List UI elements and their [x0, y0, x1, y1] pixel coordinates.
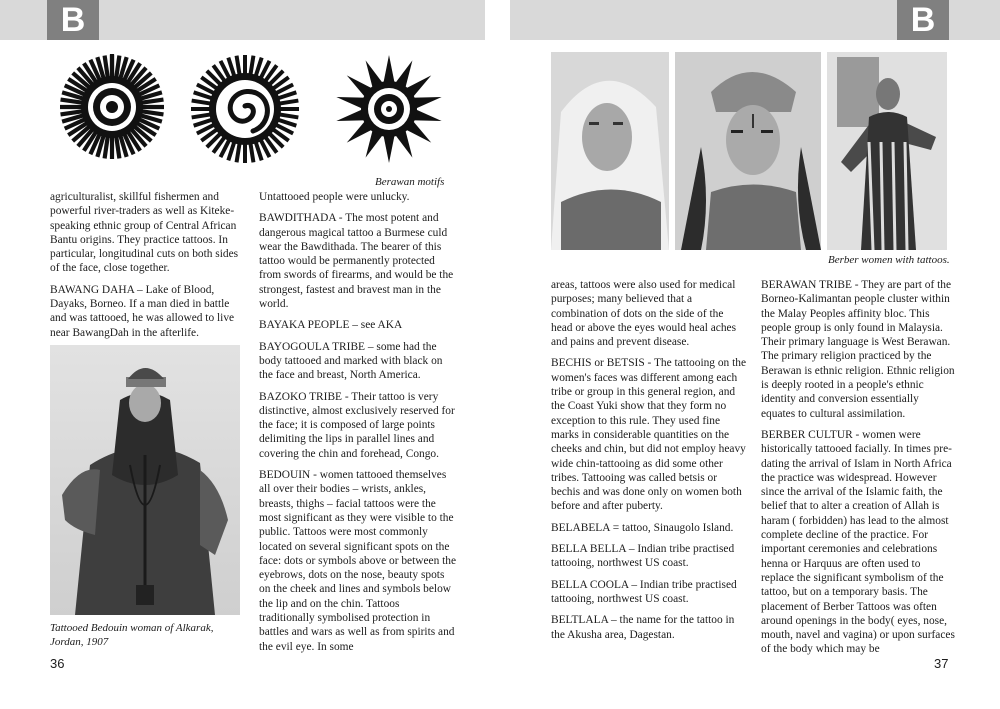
left-page-column-1	[50, 190, 240, 347]
berber-woman-photo-3	[827, 52, 947, 250]
left-page-column-2	[259, 190, 457, 661]
paragraph: BERAWAN TRIBE - They are part of the Borneo-Kalimantan people cluster within the Malay Peoples affinity bloc. This people group is only found in Malaysia. Their primary language is West Berawan. The primary religion practiced by the Berawan is ethnic religion. Ethnic religion is deeply rooted in a people's ethnic identity and conversion essentially equates to cultural assimilation.	[761, 279, 955, 420]
motif-sunburst-icon	[58, 53, 166, 161]
paragraph: BAYAKA PEOPLE – see AKA	[259, 319, 403, 332]
paragraph: BELLA BELLA – Indian tribe practised tattooing, northwest US coast.	[551, 543, 735, 570]
berber-women-photos	[551, 52, 947, 250]
motif-flower-sun-icon	[333, 53, 445, 165]
caption-line: Jordan, 1907	[50, 636, 109, 648]
paragraph: agriculturalist, skillful fishermen and powerful river-traders as well as Kiteke-speaking ethnic group of Central African Bantu origins. They practice tattoos. In particular, longitudinal cuts on both sides of the face, close together.	[50, 191, 239, 275]
berber-photos-caption: Berber women with tattoos.	[828, 254, 950, 266]
paragraph: BAWANG DAHA – Lake of Blood, Dayaks, Borneo. If a man died in battle and was tattooed, he was allowed to live near BawangDah in the afterlife.	[50, 283, 235, 339]
caption-line: Tattooed Bedouin woman of Alkarak,	[50, 622, 214, 634]
paragraph: Untattooed people were unlucky.	[259, 191, 410, 203]
paragraph: BELABELA = tattoo, Sinaugolo Island.	[551, 521, 734, 534]
motif-spiral-sun-icon	[189, 53, 301, 165]
right-page-column-2	[761, 278, 955, 664]
page-number-left: 36	[50, 656, 65, 671]
motifs-caption: Berawan motifs	[375, 176, 445, 188]
paragraph: BELTLALA – the name for the tattoo in the Akusha area, Dagestan.	[551, 614, 735, 641]
paragraph: BAYOGOULA TRIBE – some had the body tattooed and marked with black on the face and breast, North America.	[259, 340, 443, 382]
bedouin-photo-caption	[50, 621, 213, 649]
bedouin-woman-photo	[50, 345, 240, 615]
berber-woman-photo-1	[551, 52, 669, 250]
paragraph: BAZOKO TRIBE - Their tattoo is very distinctive, almost exclusively reserved for the face; it is composed of large points delimiting the lips in parallel lines and covering the chin and forehead, Congo.	[259, 390, 455, 460]
section-letter-right: B	[897, 0, 949, 40]
paragraph: BECHIS or BETSIS - The tattooing on the women's faces was different among each tribe or group in this general region, and the Coast Yuki show that they form no exception to this rule. They used fine marks in considerable quantities on the cheeks and chin, but did not employ heavy wide chin-tattooing as did some other tribes. Tattooing was called betsis or bechis and was done only on women both before and after puberty.	[551, 357, 747, 513]
paragraph: BAWDITHADA - The most potent and dangerous magical tattoo a Burmese culd wear the Bawdithada. The bearer of this tattoo would be permanently protected from swords of firearms, and would be the strongest, fastest and bravest man in the world.	[259, 212, 454, 311]
paragraph: areas, tattoos were also used for medical purposes; many believed that a combination of dots on the side of the head or above the eyes would heal aches and pains and prevent disease.	[551, 279, 737, 349]
paragraph: BERBER CULTUR - women were historically tattooed facially. In times pre-dating the arrival of Islam in North Africa the practice was widespread. However since the arrival of the Islamic faith, the belief that to alter a creation of Allah is haram ( forbidden) has lead to the almost complete decline of the practice. For important ceremonies and celebrations henna or Harquus are often used to replace the significant symbolism of the tattoo, but on a temporary basis. The placement of Berber Tattoos was often around openings in the body( eyes, nose, mouth, navel and vagina) or upon surfaces of the body which may be	[761, 428, 955, 656]
page-number-right: 37	[934, 656, 949, 671]
paragraph: BEDOUIN - women tattooed themselves all over their bodies – wrists, ankles, breasts, thighs – facial tattoos were the most significant as they were visible to the public. Tattoos were most commonly located on several significant spots on the face: dots or symbols above or between the eyebrows, dots on the nose, beauty spots on the cheek and lines and symbols below the lip and on the chin. Tattoos traditionally symbolised protection in battles and wars as well as from spirits and the evil eye. In some	[259, 469, 457, 653]
paragraph: BELLA COOLA – Indian tribe practised tattooing, northwest US coast.	[551, 578, 737, 605]
section-letter-left: B	[47, 0, 99, 40]
right-page-column-1	[551, 278, 747, 649]
berber-woman-photo-2	[675, 52, 821, 250]
